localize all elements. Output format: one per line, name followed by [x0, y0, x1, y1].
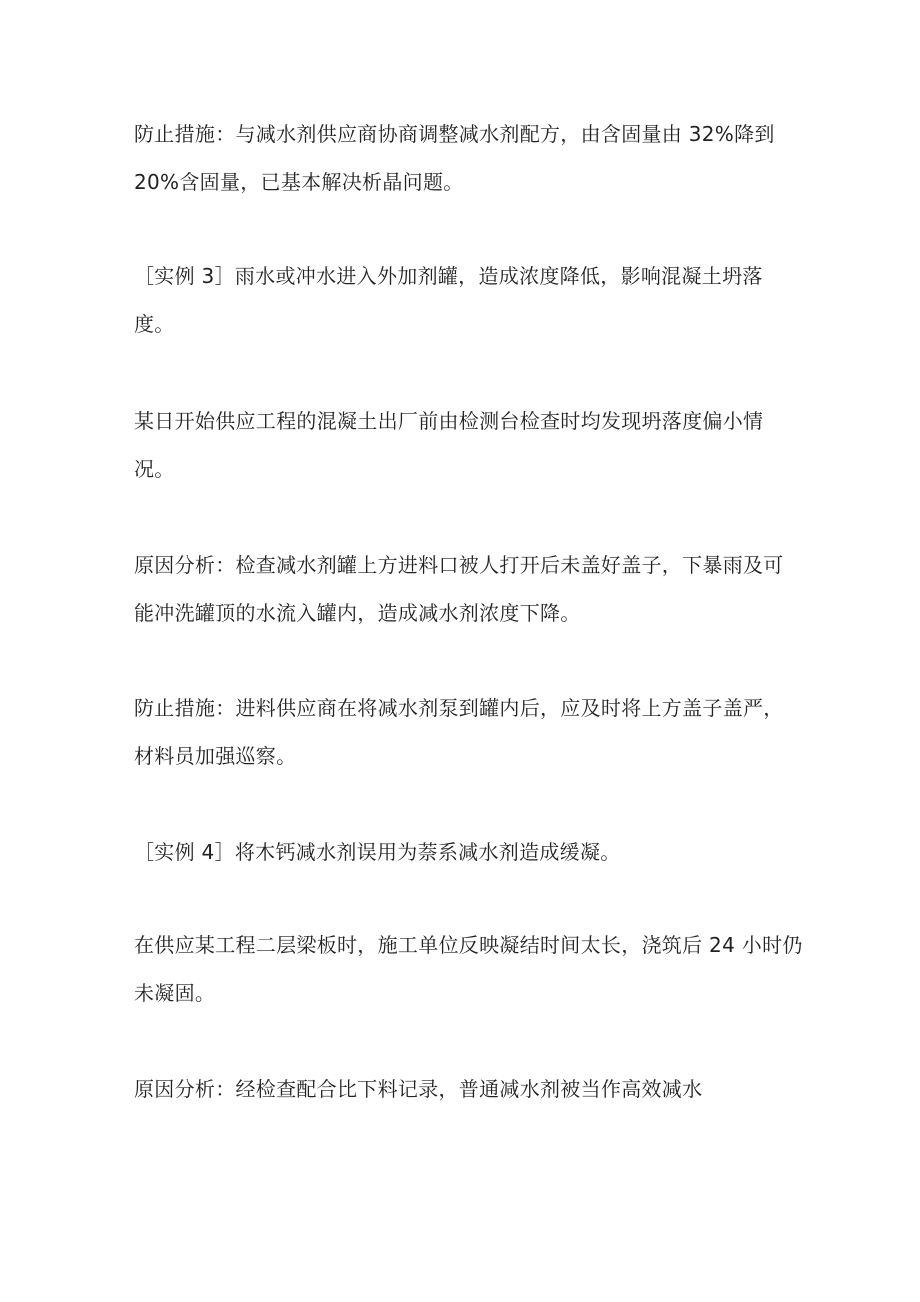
paragraph-example-4-description [134, 921, 803, 1017]
paragraph-example-3-heading [134, 252, 794, 348]
text-line: 防止措施：与减水剂供应商协商调整减水剂配方，由含固量由 32%降到 [134, 122, 775, 146]
text-line: 材料员加强巡察。 [134, 744, 297, 768]
text-line: 防止措施：进料供应商在将减水剂泵到罐内后，应及时将上方盖子盖严， [134, 696, 784, 720]
paragraph-example-3-description [134, 397, 794, 493]
paragraph-cause-analysis-2 [134, 1065, 794, 1113]
text-line: 20%含固量，已基本解决析晶问题。 [134, 170, 464, 194]
paragraph-example-4-heading [134, 828, 794, 876]
text-line: 未凝固。 [134, 981, 216, 1005]
text-line: ［实例 3］雨水或冲水进入外加剂罐，造成浓度降低，影响混凝土坍落 [134, 264, 763, 288]
paragraph-prevention-measures-1 [134, 110, 794, 206]
text-line: 原因分析：经检查配合比下料记录，普通减水剂被当作高效减水 [134, 1077, 703, 1101]
paragraph-prevention-measures-2 [134, 684, 794, 780]
text-line: 能冲洗罐顶的水流入罐内，造成减水剂浓度下降。 [134, 601, 581, 625]
text-line: 原因分析：检查减水剂罐上方进料口被人打开后未盖好盖子，下暴雨及可 [134, 553, 784, 577]
text-line: 在供应某工程二层梁板时，施工单位反映凝结时间太长，浇筑后 24 小时仍 [134, 933, 803, 957]
text-line: 况。 [134, 457, 175, 481]
paragraph-cause-analysis-1 [134, 541, 794, 637]
text-line: 某日开始供应工程的混凝土出厂前由检测台检查时均发现坍落度偏小情 [134, 409, 764, 433]
text-line: 度。 [134, 312, 175, 336]
text-line: ［实例 4］将木钙减水剂误用为萘系减水剂造成缓凝。 [134, 840, 621, 864]
